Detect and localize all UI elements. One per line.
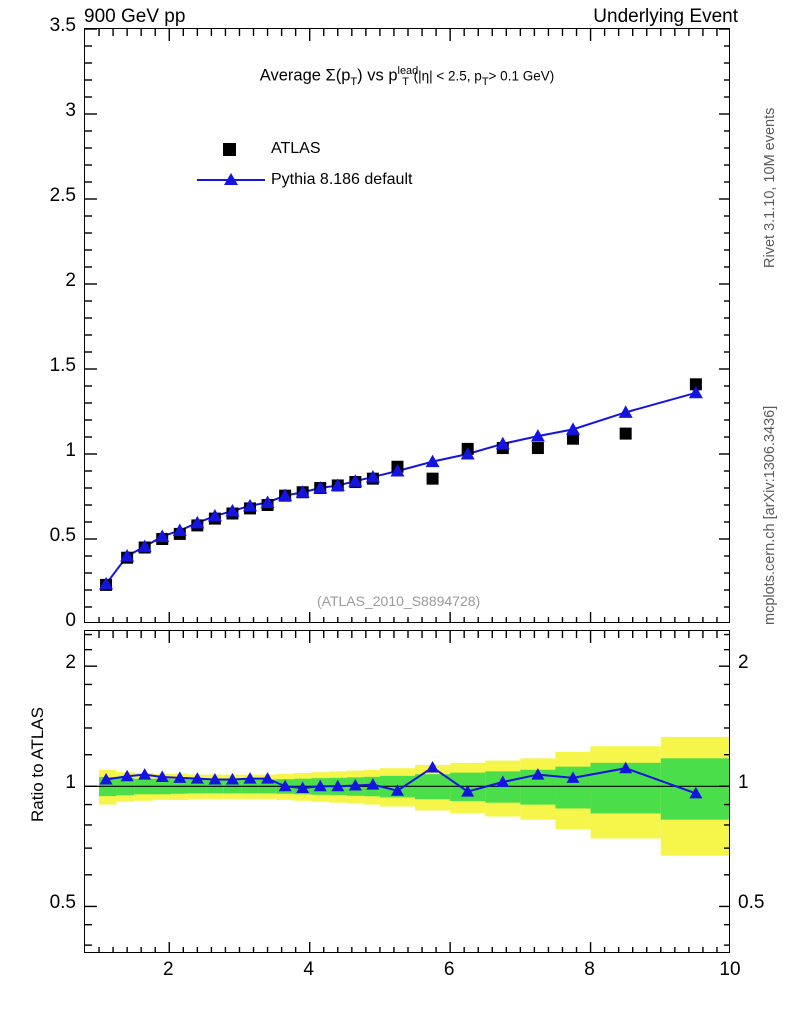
ratio-x-tick-label: 6: [443, 959, 455, 980]
ratio-plot-panel: [84, 630, 730, 953]
ratio-y-axis-title: Ratio to ATLAS: [28, 707, 47, 822]
ratio-y-tick-label-right: 0.5: [738, 892, 765, 914]
arxiv-caption: mcplots.cern.ch [arXiv:1306.3436]: [762, 405, 778, 625]
analysis-watermark: (ATLAS_2010_S8894728): [317, 593, 481, 609]
title-prefix: Average: [259, 66, 321, 85]
ratio-x-tick-label: 8: [584, 959, 595, 980]
main-y-tick-label: 0.5: [49, 525, 76, 546]
ratio-x-tick-label: 10: [719, 959, 741, 980]
title-end: > 0.1 GeV): [488, 68, 555, 84]
title-suffix: (|η| < 2.5, p: [413, 68, 482, 84]
header-right: Underlying Event: [593, 6, 738, 27]
ratio-x-tick-label: 2: [162, 959, 174, 980]
ratio-x-tick-label: 4: [303, 959, 314, 980]
title-sub1: T: [350, 75, 358, 88]
main-y-tick-label: 2.5: [49, 185, 76, 206]
ratio-y-tick-label: 1: [65, 772, 76, 794]
title-mid: ) vs p: [357, 66, 398, 85]
legend-label-atlas: ATLAS: [271, 139, 321, 157]
ratio-y-tick-label-right: 1: [738, 772, 749, 794]
main-y-tick-label: 3: [65, 100, 76, 121]
ratio-y-tick-label: 2: [65, 652, 76, 674]
main-y-tick-label: 2: [65, 270, 76, 291]
ratio-y-tick-label-right: 2: [738, 652, 749, 674]
rivet-caption: Rivet 3.1.10, 10M events: [762, 107, 778, 268]
legend-label-pythia: Pythia 8.186 default: [271, 170, 413, 188]
title-sub3: T: [481, 75, 489, 88]
main-y-tick-label: 1.5: [49, 355, 76, 376]
main-y-tick-label: 0: [65, 610, 76, 631]
title-sigma: Σ(p: [325, 66, 351, 85]
main-plot-svg: [85, 29, 730, 623]
ratio-plot-svg: [85, 631, 730, 953]
main-y-tick-label: 3.5: [49, 15, 76, 36]
title-sup: lead: [397, 65, 419, 77]
main-plot-panel: [84, 28, 730, 623]
ratio-y-tick-label: 0.5: [49, 892, 76, 914]
title-sub2: T: [402, 75, 410, 88]
main-y-tick-label: 1: [65, 440, 76, 461]
header-left: 900 GeV pp: [84, 6, 186, 27]
